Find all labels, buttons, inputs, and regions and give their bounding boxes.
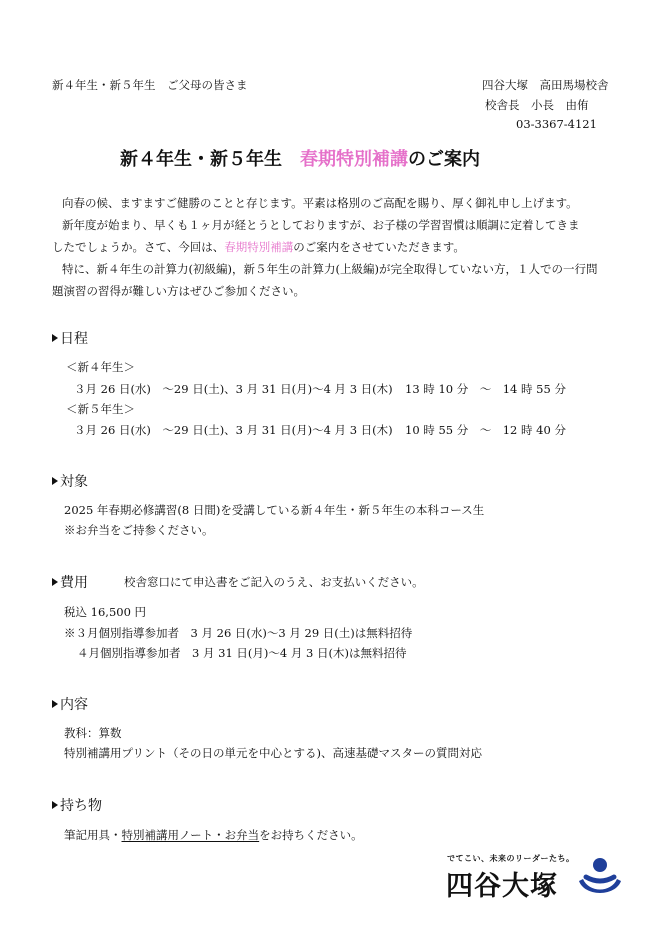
content-detail: 特別補講用プリント（その日の単元を中心とする)、高速基礎マスターの質問対応 bbox=[64, 746, 483, 760]
items-text-underlined: 特別補講用ノート・お弁当 bbox=[121, 828, 260, 842]
school-name: 四谷大塚 高田馬場校舎 bbox=[482, 78, 609, 92]
triangle-bullet-icon bbox=[52, 700, 58, 708]
target-line-2: ※お弁当をご持参ください。 bbox=[64, 523, 214, 537]
intro-line-2: 新年度が始まり、早くも１ヶ月が経とうとしておりますが、お子様の学習習慣は順調に定着してきま bbox=[62, 218, 580, 232]
title-prefix: 新４年生・新５年生 bbox=[120, 149, 300, 170]
grade5-label: ＜新５年生＞ bbox=[66, 402, 135, 416]
fee-free-april: ４月個別指導参加者 3 月 31 日(月)～4 月 3 日(木)は無料招待 bbox=[77, 646, 407, 660]
items-text-a: 筆記用具・ bbox=[64, 828, 122, 842]
logo-mark-icon bbox=[577, 855, 623, 895]
title-suffix: のご案内 bbox=[408, 149, 480, 170]
page-title bbox=[120, 145, 480, 171]
triangle-bullet-icon bbox=[52, 578, 58, 586]
content-heading-label: 内容 bbox=[60, 697, 88, 713]
intro-highlight: 春期特別補講 bbox=[224, 240, 294, 254]
target-heading bbox=[52, 471, 88, 491]
intro-line-3-b: のご案内をさせていただきます。 bbox=[293, 240, 465, 254]
items-text-b: をお持ちください。 bbox=[259, 828, 363, 842]
intro-line-1: 向春の候、ますますご健勝のことと存じます。平素は格別のご高配を賜り、厚く御礼申し上げます。 bbox=[62, 196, 578, 210]
triangle-bullet-icon bbox=[52, 477, 58, 485]
intro-line-4: 特に、新４年生の計算力(初級編)，新５年生の計算力(上級編)が完全取得していない方，１人での一行問 bbox=[62, 262, 598, 276]
addressee: 新４年生・新５年生 ご父母の皆さま bbox=[52, 78, 248, 92]
fee-price: 税込 16,500 円 bbox=[64, 605, 147, 619]
phone-number: 03-3367-4121 bbox=[516, 117, 597, 131]
principal-name: 校舎長 小長 由侑 bbox=[485, 98, 589, 112]
target-line-1: 2025 年春期必修講習(8 日間)を受講している新４年生・新５年生の本科コース生 bbox=[64, 503, 485, 517]
items-heading-label: 持ち物 bbox=[60, 798, 102, 814]
intro-line-3 bbox=[52, 238, 465, 256]
title-highlight: 春期特別補講 bbox=[300, 149, 408, 170]
grade5-time: 10 時 55 分 ～ 12 時 40 分 bbox=[405, 423, 566, 437]
grade4-time: 13 時 10 分 ～ 14 時 55 分 bbox=[405, 382, 566, 396]
logo-name: 四谷大塚 bbox=[446, 871, 558, 902]
triangle-bullet-icon bbox=[52, 801, 58, 809]
schedule-heading bbox=[52, 328, 88, 348]
fee-note: 校舎窓口にて申込書をご記入のうえ、お支払いください。 bbox=[124, 575, 424, 589]
schedule-heading-label: 日程 bbox=[60, 331, 88, 347]
intro-line-5: 題演習の習得が難しい方はぜひご参加ください。 bbox=[52, 284, 305, 298]
fee-heading-label: 費用 bbox=[60, 575, 88, 591]
grade4-dates: ３月 26 日(水) ～29 日(土)、3 月 31 日(月)～4 月 3 日(木) bbox=[74, 382, 393, 396]
fee-heading bbox=[52, 572, 88, 592]
grade5-dates: ３月 26 日(水) ～29 日(土)、3 月 31 日(月)～4 月 3 日(木) bbox=[74, 423, 393, 437]
fee-free-march: ※３月個別指導参加者 3 月 26 日(水)～3 月 29 日(土)は無料招待 bbox=[64, 626, 413, 640]
grade4-label: ＜新４年生＞ bbox=[66, 360, 135, 374]
content-subject: 教科：算数 bbox=[64, 726, 122, 740]
content-heading bbox=[52, 694, 88, 714]
intro-line-3-a: したでしょうか。さて、今回は、 bbox=[52, 240, 225, 254]
logo-tagline: でてこい、未来のリーダーたち。 bbox=[447, 854, 575, 863]
items-heading bbox=[52, 795, 102, 815]
target-heading-label: 対象 bbox=[60, 474, 88, 490]
items-text bbox=[64, 826, 363, 844]
triangle-bullet-icon bbox=[52, 334, 58, 342]
